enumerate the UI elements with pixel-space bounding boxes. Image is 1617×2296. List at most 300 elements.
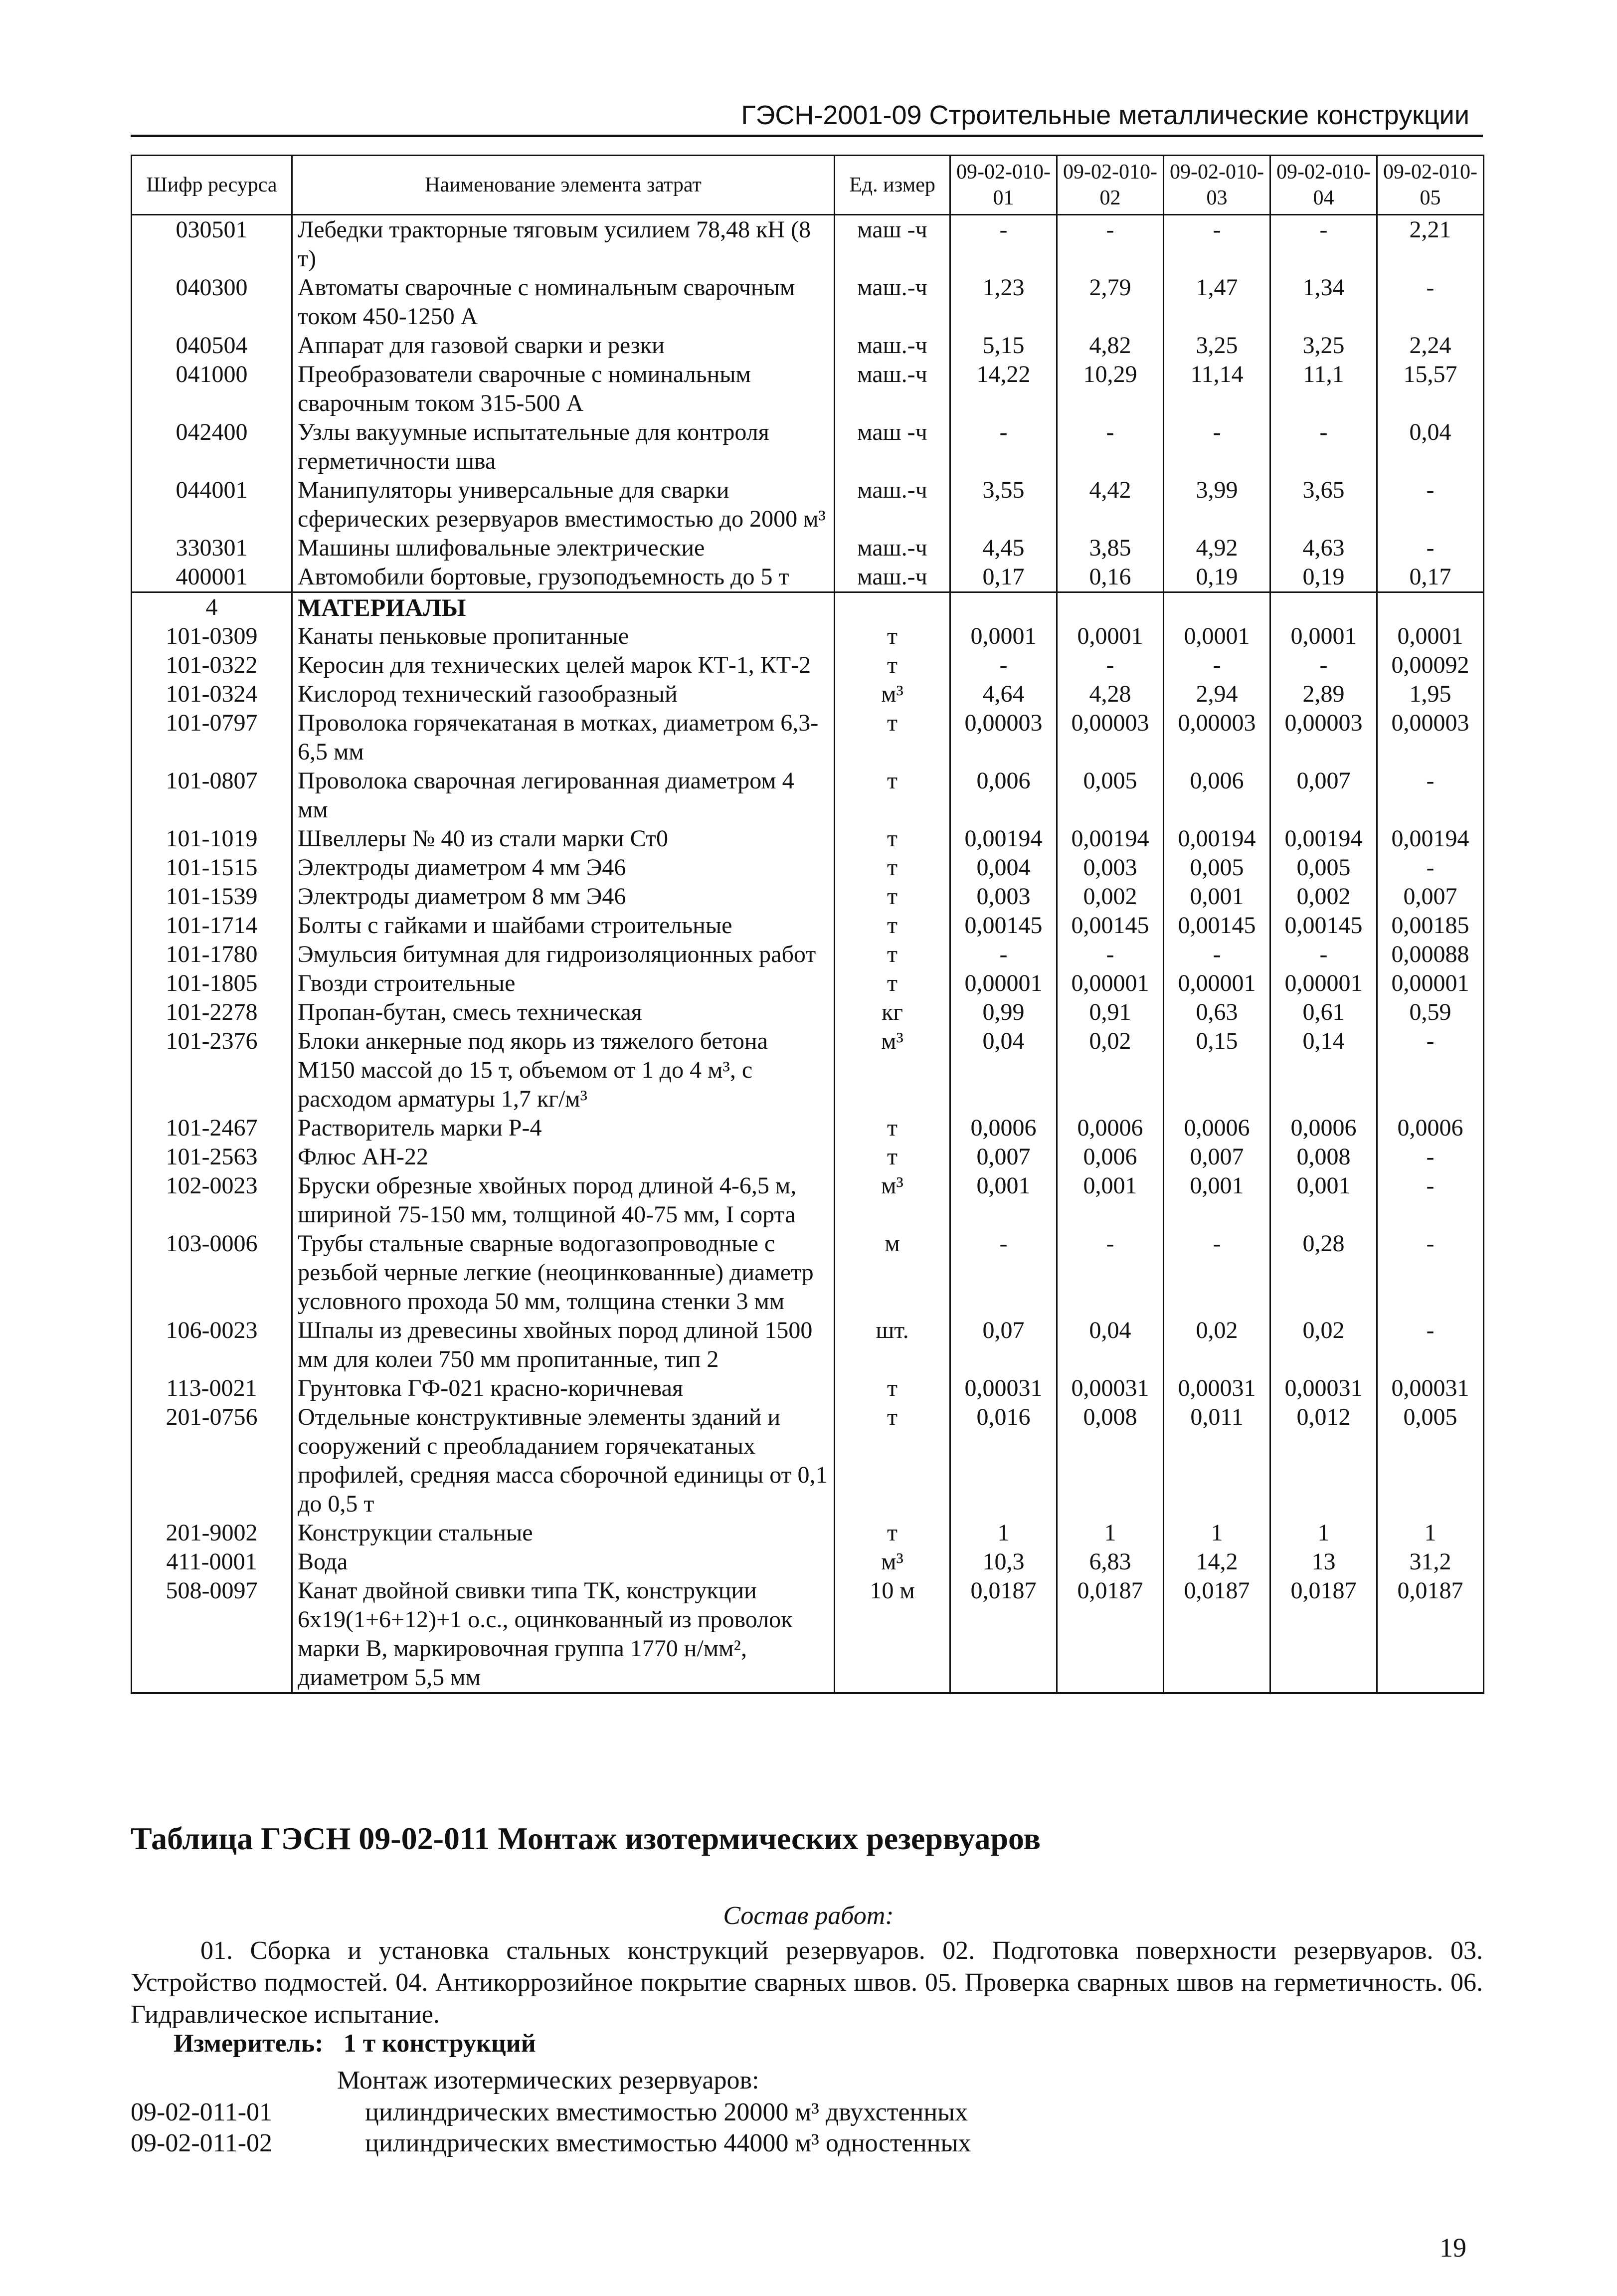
- machines-section: [132, 215, 1484, 592]
- norm-value: 0,02: [1057, 1027, 1164, 1114]
- resource-name: Преобразователи сварочные с номинальным сварочным током 315-500 А: [292, 360, 835, 418]
- norm-value: 0,04: [950, 1027, 1057, 1114]
- norm-value: 0,61: [1270, 998, 1377, 1027]
- resource-table: [131, 155, 1484, 1694]
- norm-value: -: [1057, 418, 1164, 476]
- resource-name: Шпалы из древесины хвойных пород длиной 1500 мм для колеи 750 мм пропитанные, тип 2: [292, 1316, 835, 1374]
- norm-value: 0,0187: [1377, 1576, 1484, 1693]
- norm-value: -: [950, 418, 1057, 476]
- norm-value: 1,34: [1270, 273, 1377, 331]
- resource-name: Манипуляторы универсальные для сварки сферических резервуаров вместимостью до 2000 м³: [292, 476, 835, 534]
- resource-code: 040504: [132, 331, 292, 360]
- resource-name: Машины шлифовальные электрические: [292, 534, 835, 563]
- resource-unit: т: [835, 911, 950, 940]
- norm-value: -: [1057, 1229, 1164, 1316]
- resource-unit: м³: [835, 1171, 950, 1229]
- resource-name: Растворитель марки Р-4: [292, 1114, 835, 1143]
- header-code: Шифр ресурса: [132, 156, 292, 215]
- running-header: ГЭСН-2001-09 Строительные металлические конструкции: [741, 100, 1469, 130]
- norm-value: 0,00194: [1164, 824, 1270, 853]
- norm-value: 4,82: [1057, 331, 1164, 360]
- resource-code: 330301: [132, 534, 292, 563]
- norm-value: 0,91: [1057, 998, 1164, 1027]
- resource-unit: м³: [835, 1547, 950, 1576]
- table-row: [132, 651, 1484, 680]
- table-row: [132, 1114, 1484, 1143]
- norm-value: 3,85: [1057, 534, 1164, 563]
- resource-name: Вода: [292, 1547, 835, 1576]
- resource-name: Конструкции стальные: [292, 1519, 835, 1547]
- norm-value: 14,2: [1164, 1547, 1270, 1576]
- norm-value: 0,00003: [1377, 709, 1484, 766]
- norm-value: 1,23: [950, 273, 1057, 331]
- resource-code: 101-2563: [132, 1143, 292, 1171]
- header-rule: [131, 135, 1483, 137]
- norm-value: 0,006: [950, 766, 1057, 824]
- norm-value: 0,0006: [950, 1114, 1057, 1143]
- norm-value: 2,24: [1377, 331, 1484, 360]
- norm-value: 0,0187: [1270, 1576, 1377, 1693]
- measure-value: 1 т конструкций: [343, 2029, 536, 2058]
- norm-value: 0,00194: [1270, 824, 1377, 853]
- norm-value: 1: [1377, 1519, 1484, 1547]
- resource-code: 042400: [132, 418, 292, 476]
- norm-value: 13: [1270, 1547, 1377, 1576]
- norm-value: 0,0001: [1164, 622, 1270, 651]
- norm-value: 0,00031: [1164, 1374, 1270, 1403]
- resource-code: 101-2278: [132, 998, 292, 1027]
- norm-value: 0,005: [1270, 853, 1377, 882]
- norm-value: 0,007: [1164, 1143, 1270, 1171]
- resource-code: 101-2467: [132, 1114, 292, 1143]
- resource-name: Автомобили бортовые, грузоподъемность до 5 т: [292, 563, 835, 592]
- norm-value: 0,00092: [1377, 651, 1484, 680]
- norm-value: 0,0187: [1164, 1576, 1270, 1693]
- resource-name: Гвозди строительные: [292, 969, 835, 998]
- norm-value: 2,79: [1057, 273, 1164, 331]
- resource-unit: т: [835, 1403, 950, 1519]
- norm-value: 0,99: [950, 998, 1057, 1027]
- norm-value: 0,07: [950, 1316, 1057, 1374]
- norm-value: -: [1377, 853, 1484, 882]
- norm-value: 4,28: [1057, 680, 1164, 709]
- table-row: [132, 1547, 1484, 1576]
- resource-name: Болты с гайками и шайбами строительные: [292, 911, 835, 940]
- norm-value: 0,04: [1057, 1316, 1164, 1374]
- resource-unit: м: [835, 1229, 950, 1316]
- norm-value: 0,0006: [1057, 1114, 1164, 1143]
- table-row: [132, 534, 1484, 563]
- norm-value: 0,0187: [950, 1576, 1057, 1693]
- resource-unit: т: [835, 709, 950, 766]
- table-row: [132, 476, 1484, 534]
- norm-value: 0,17: [950, 563, 1057, 592]
- items-subtitle: Монтаж изотермических резервуаров:: [337, 2066, 759, 2095]
- table-row: [132, 563, 1484, 592]
- header-col: 09-02-010-03: [1164, 156, 1270, 215]
- table-row: [132, 1519, 1484, 1547]
- resource-name: Блоки анкерные под якорь из тяжелого бетона М150 массой до 15 т, объемом от 1 до 4 м³, с расходом арматуры 1,7 кг/м³: [292, 1027, 835, 1114]
- resource-name: Лебедки тракторные тяговым усилием 78,48 кН (8 т): [292, 215, 835, 274]
- norm-value: 6,83: [1057, 1547, 1164, 1576]
- norm-value: 3,25: [1164, 331, 1270, 360]
- norm-value: 0,04: [1377, 418, 1484, 476]
- header-col: 09-02-010-02: [1057, 156, 1164, 215]
- norm-value: 0,0187: [1057, 1576, 1164, 1693]
- resource-code: 101-0309: [132, 622, 292, 651]
- norm-value: 0,012: [1270, 1403, 1377, 1519]
- norm-value: 0,00001: [1057, 969, 1164, 998]
- resource-unit: т: [835, 969, 950, 998]
- page-number: 19: [1439, 2233, 1466, 2263]
- norm-value: -: [1164, 418, 1270, 476]
- norm-value: 0,001: [1057, 1171, 1164, 1229]
- header-col: 09-02-010-05: [1377, 156, 1484, 215]
- header-unit: Ед. измер: [835, 156, 950, 215]
- norm-value: 0,00031: [1270, 1374, 1377, 1403]
- norm-value: -: [1377, 1229, 1484, 1316]
- table-row: [132, 360, 1484, 418]
- norm-value: 10,29: [1057, 360, 1164, 418]
- work-item-text: цилиндрических вместимостью 20000 м³ двухстенных: [365, 2098, 968, 2126]
- table-row: [132, 622, 1484, 651]
- norm-value: 0,007: [950, 1143, 1057, 1171]
- header-col: 09-02-010-04: [1270, 156, 1377, 215]
- resource-name: Швеллеры № 40 из стали марки Ст0: [292, 824, 835, 853]
- norm-value: 0,0001: [1270, 622, 1377, 651]
- resource-name: Автоматы сварочные с номинальным сварочным током 450-1250 А: [292, 273, 835, 331]
- resource-code: 101-2376: [132, 1027, 292, 1114]
- norm-value: 1: [950, 1519, 1057, 1547]
- resource-code: 041000: [132, 360, 292, 418]
- table-row: [132, 1403, 1484, 1519]
- resource-code: 411-0001: [132, 1547, 292, 1576]
- norm-value: 0,59: [1377, 998, 1484, 1027]
- resource-unit: маш.-ч: [835, 476, 950, 534]
- resource-name: Электроды диаметром 8 мм Э46: [292, 882, 835, 911]
- norm-value: 0,00145: [1164, 911, 1270, 940]
- norm-value: 0,0001: [1377, 622, 1484, 651]
- resource-unit: маш.-ч: [835, 360, 950, 418]
- table-row: [132, 882, 1484, 911]
- norm-value: -: [950, 215, 1057, 274]
- norm-value: 0,00001: [1164, 969, 1270, 998]
- norm-value: 2,21: [1377, 215, 1484, 274]
- norm-value: 0,00003: [1164, 709, 1270, 766]
- norm-value: 0,00145: [1270, 911, 1377, 940]
- norm-value: -: [950, 940, 1057, 969]
- norm-value: 0,00031: [1057, 1374, 1164, 1403]
- norm-value: -: [1377, 1171, 1484, 1229]
- table-header-row: [132, 156, 1484, 215]
- norm-value: -: [1377, 476, 1484, 534]
- resource-unit: т: [835, 824, 950, 853]
- resource-code: 101-0324: [132, 680, 292, 709]
- norm-value: 0,0001: [950, 622, 1057, 651]
- norm-value: -: [1377, 1027, 1484, 1114]
- resource-code: 040300: [132, 273, 292, 331]
- resource-code: 400001: [132, 563, 292, 592]
- norm-value: 0,19: [1164, 563, 1270, 592]
- norm-value: 0,007: [1377, 882, 1484, 911]
- norm-value: 0,008: [1057, 1403, 1164, 1519]
- norm-value: 3,55: [950, 476, 1057, 534]
- norm-value: 0,0006: [1377, 1114, 1484, 1143]
- resource-unit: м³: [835, 680, 950, 709]
- resource-code: 101-0322: [132, 651, 292, 680]
- norm-value: 4,92: [1164, 534, 1270, 563]
- norm-value: 0,00185: [1377, 911, 1484, 940]
- norm-value: 4,42: [1057, 476, 1164, 534]
- work-item-code: 09-02-011-01: [131, 2098, 273, 2126]
- table-row: [132, 709, 1484, 766]
- norm-value: 11,14: [1164, 360, 1270, 418]
- norm-value: -: [1270, 215, 1377, 274]
- norm-value: 0,00031: [950, 1374, 1057, 1403]
- norm-value: 0,00003: [1270, 709, 1377, 766]
- resource-unit: т: [835, 1374, 950, 1403]
- norm-value: 4,45: [950, 534, 1057, 563]
- table-row: [132, 853, 1484, 882]
- work-item-text: цилиндрических вместимостью 44000 м³ одностенных: [365, 2129, 971, 2157]
- measure-line: [174, 2029, 556, 2058]
- norm-value: -: [1164, 1229, 1270, 1316]
- norm-value: 1,47: [1164, 273, 1270, 331]
- table-row: [132, 273, 1484, 331]
- resource-name: Проволока горячекатаная в мотках, диаметром 6,3-6,5 мм: [292, 709, 835, 766]
- table-row: [132, 215, 1484, 274]
- resource-code: 030501: [132, 215, 292, 274]
- norm-value: 0,02: [1164, 1316, 1270, 1374]
- table-title: Таблица ГЭСН 09-02-011 Монтаж изотермических резервуаров: [131, 1821, 1041, 1856]
- norm-value: 0,00194: [1057, 824, 1164, 853]
- work-item-code: 09-02-011-02: [131, 2129, 273, 2157]
- norm-value: -: [1377, 1143, 1484, 1171]
- resource-unit: т: [835, 882, 950, 911]
- norm-value: -: [1377, 273, 1484, 331]
- norm-value: 0,00001: [1377, 969, 1484, 998]
- norm-value: 0,005: [1057, 766, 1164, 824]
- norm-value: 0,002: [1270, 882, 1377, 911]
- table-row: [132, 998, 1484, 1027]
- norm-value: -: [1377, 534, 1484, 563]
- norm-value: 4,64: [950, 680, 1057, 709]
- norm-value: 0,00194: [950, 824, 1057, 853]
- table-row: [132, 969, 1484, 998]
- table-row: [132, 680, 1484, 709]
- norm-value: -: [1377, 1316, 1484, 1374]
- resource-code: 101-0807: [132, 766, 292, 824]
- norm-value: 0,0006: [1164, 1114, 1270, 1143]
- norm-value: -: [950, 651, 1057, 680]
- norm-value: 0,02: [1270, 1316, 1377, 1374]
- norm-value: 0,00088: [1377, 940, 1484, 969]
- resource-unit: м³: [835, 1027, 950, 1114]
- norm-value: -: [1270, 940, 1377, 969]
- norm-value: 0,28: [1270, 1229, 1377, 1316]
- section-name: МАТЕРИАЛЫ: [292, 592, 835, 622]
- norm-value: 0,19: [1270, 563, 1377, 592]
- norm-value: -: [1377, 766, 1484, 824]
- resource-unit: т: [835, 940, 950, 969]
- norm-value: 0,002: [1057, 882, 1164, 911]
- norm-value: 1: [1164, 1519, 1270, 1547]
- resource-unit: т: [835, 853, 950, 882]
- resource-name: Канат двойной свивки типа ТК, конструкции 6х19(1+6+12)+1 о.с., оцинкованный из проволок марки В, маркировочная группа 1770 н/мм², диаметром 5,5 мм: [292, 1576, 835, 1693]
- resource-code: 106-0023: [132, 1316, 292, 1374]
- table-row: [132, 1027, 1484, 1114]
- norm-value: 0,16: [1057, 563, 1164, 592]
- table-row: [132, 1229, 1484, 1316]
- norm-value: 0,001: [1270, 1171, 1377, 1229]
- resource-code: 101-1805: [132, 969, 292, 998]
- resource-code: 113-0021: [132, 1374, 292, 1403]
- materials-section: [132, 592, 1484, 1694]
- work-item: [131, 2098, 968, 2127]
- resource-code: 103-0006: [132, 1229, 292, 1316]
- norm-value: 2,89: [1270, 680, 1377, 709]
- resource-unit: т: [835, 1143, 950, 1171]
- table-row: [132, 1576, 1484, 1693]
- norm-value: 0,14: [1270, 1027, 1377, 1114]
- resource-unit: шт.: [835, 1316, 950, 1374]
- table-row: [132, 418, 1484, 476]
- norm-value: 0,00001: [950, 969, 1057, 998]
- norm-value: 10,3: [950, 1547, 1057, 1576]
- norm-value: 0,00145: [950, 911, 1057, 940]
- resource-unit: т: [835, 651, 950, 680]
- resource-name: Флюс АН-22: [292, 1143, 835, 1171]
- resource-unit: маш.-ч: [835, 273, 950, 331]
- resource-name: Трубы стальные сварные водогазопроводные с резьбой черные легкие (неоцинкованные) диаметр условного прохода 50 мм, толщина стенки 3 мм: [292, 1229, 835, 1316]
- norm-value: 0,00003: [950, 709, 1057, 766]
- norm-value: -: [1270, 418, 1377, 476]
- works-heading: Состав работ:: [723, 1902, 894, 1930]
- norm-value: -: [950, 1229, 1057, 1316]
- norm-value: 0,007: [1270, 766, 1377, 824]
- resource-unit: маш -ч: [835, 418, 950, 476]
- norm-value: 0,003: [950, 882, 1057, 911]
- norm-value: 2,94: [1164, 680, 1270, 709]
- norm-value: 0,001: [950, 1171, 1057, 1229]
- norm-value: -: [1164, 940, 1270, 969]
- resource-name: Канаты пеньковые пропитанные: [292, 622, 835, 651]
- header-name: Наименование элемента затрат: [292, 156, 835, 215]
- resource-unit: маш.-ч: [835, 534, 950, 563]
- resource-code: 201-0756: [132, 1403, 292, 1519]
- table-row: [132, 1316, 1484, 1374]
- resource-code: 101-1515: [132, 853, 292, 882]
- norm-value: 0,00003: [1057, 709, 1164, 766]
- table-row: [132, 1171, 1484, 1229]
- norm-value: 3,65: [1270, 476, 1377, 534]
- resource-name: Грунтовка ГФ-021 красно-коричневая: [292, 1374, 835, 1403]
- resource-code: 101-1780: [132, 940, 292, 969]
- norm-value: 0,00031: [1377, 1374, 1484, 1403]
- resource-name: Проволока сварочная легированная диаметром 4 мм: [292, 766, 835, 824]
- norm-value: 1: [1057, 1519, 1164, 1547]
- resource-unit: т: [835, 1519, 950, 1547]
- norm-value: 0,001: [1164, 882, 1270, 911]
- section-row: [132, 592, 1484, 622]
- works-text: 01. Сборка и установка стальных конструкций резервуаров. 02. Подготовка поверхности резервуаров. 03. Устройство подмостей. 04. Антикоррозийное покрытие сварных швов. 05. Проверка сварных швов на герметичность. 06. Гидравлическое испытание.: [131, 1936, 1483, 2029]
- resource-name: Пропан-бутан, смесь техническая: [292, 998, 835, 1027]
- table-row: [132, 331, 1484, 360]
- resource-name: Узлы вакуумные испытательные для контроля герметичности шва: [292, 418, 835, 476]
- resource-unit: 10 м: [835, 1576, 950, 1693]
- norm-value: 0,15: [1164, 1027, 1270, 1114]
- norm-value: 4,63: [1270, 534, 1377, 563]
- table-row: [132, 766, 1484, 824]
- resource-name: Керосин для технических целей марок КТ-1, КТ-2: [292, 651, 835, 680]
- norm-value: 0,63: [1164, 998, 1270, 1027]
- table-row: [132, 940, 1484, 969]
- resource-unit: маш.-ч: [835, 331, 950, 360]
- norm-value: 0,005: [1377, 1403, 1484, 1519]
- norm-value: 0,17: [1377, 563, 1484, 592]
- norm-value: 5,15: [950, 331, 1057, 360]
- norm-value: 0,0001: [1057, 622, 1164, 651]
- norm-value: 0,0006: [1270, 1114, 1377, 1143]
- resource-unit: т: [835, 1114, 950, 1143]
- resource-code: 102-0023: [132, 1171, 292, 1229]
- resource-unit: т: [835, 766, 950, 824]
- norm-value: 14,22: [950, 360, 1057, 418]
- norm-value: 0,005: [1164, 853, 1270, 882]
- norm-value: -: [1057, 940, 1164, 969]
- norm-value: -: [1057, 651, 1164, 680]
- resource-code: 508-0097: [132, 1576, 292, 1693]
- resource-code: 201-9002: [132, 1519, 292, 1547]
- measure-label: Измеритель:: [174, 2029, 324, 2058]
- norm-value: -: [1270, 651, 1377, 680]
- resource-unit: маш.-ч: [835, 563, 950, 592]
- norm-value: 0,004: [950, 853, 1057, 882]
- table-row: [132, 1143, 1484, 1171]
- norm-value: 11,1: [1270, 360, 1377, 418]
- resource-code: 101-1714: [132, 911, 292, 940]
- resource-name: Аппарат для газовой сварки и резки: [292, 331, 835, 360]
- norm-value: 3,99: [1164, 476, 1270, 534]
- table-row: [132, 911, 1484, 940]
- resource-code: 101-0797: [132, 709, 292, 766]
- norm-value: 1: [1270, 1519, 1377, 1547]
- resource-name: Кислород технический газообразный: [292, 680, 835, 709]
- resource-unit: маш -ч: [835, 215, 950, 274]
- norm-value: 0,016: [950, 1403, 1057, 1519]
- norm-value: 0,00145: [1057, 911, 1164, 940]
- header-col: 09-02-010-01: [950, 156, 1057, 215]
- table-row: [132, 824, 1484, 853]
- resource-name: Отдельные конструктивные элементы зданий и сооружений с преобладанием горячекатаных профилей, средняя масса сборочной единицы от 0,1 до 0,5 т: [292, 1403, 835, 1519]
- section-code: 4: [132, 592, 292, 622]
- norm-value: 0,00001: [1270, 969, 1377, 998]
- resource-unit: кг: [835, 998, 950, 1027]
- norm-value: 3,25: [1270, 331, 1377, 360]
- norm-value: -: [1164, 215, 1270, 274]
- resource-code: 044001: [132, 476, 292, 534]
- table-row: [132, 1374, 1484, 1403]
- norm-value: 0,001: [1164, 1171, 1270, 1229]
- norm-value: 0,011: [1164, 1403, 1270, 1519]
- resource-name: Бруски обрезные хвойных пород длиной 4-6,5 м, шириной 75-150 мм, толщиной 40-75 мм, I сорта: [292, 1171, 835, 1229]
- resource-unit: т: [835, 622, 950, 651]
- resource-name: Электроды диаметром 4 мм Э46: [292, 853, 835, 882]
- norm-value: 0,006: [1057, 1143, 1164, 1171]
- norm-value: -: [1164, 651, 1270, 680]
- norm-value: 0,006: [1164, 766, 1270, 824]
- work-item: [131, 2128, 971, 2158]
